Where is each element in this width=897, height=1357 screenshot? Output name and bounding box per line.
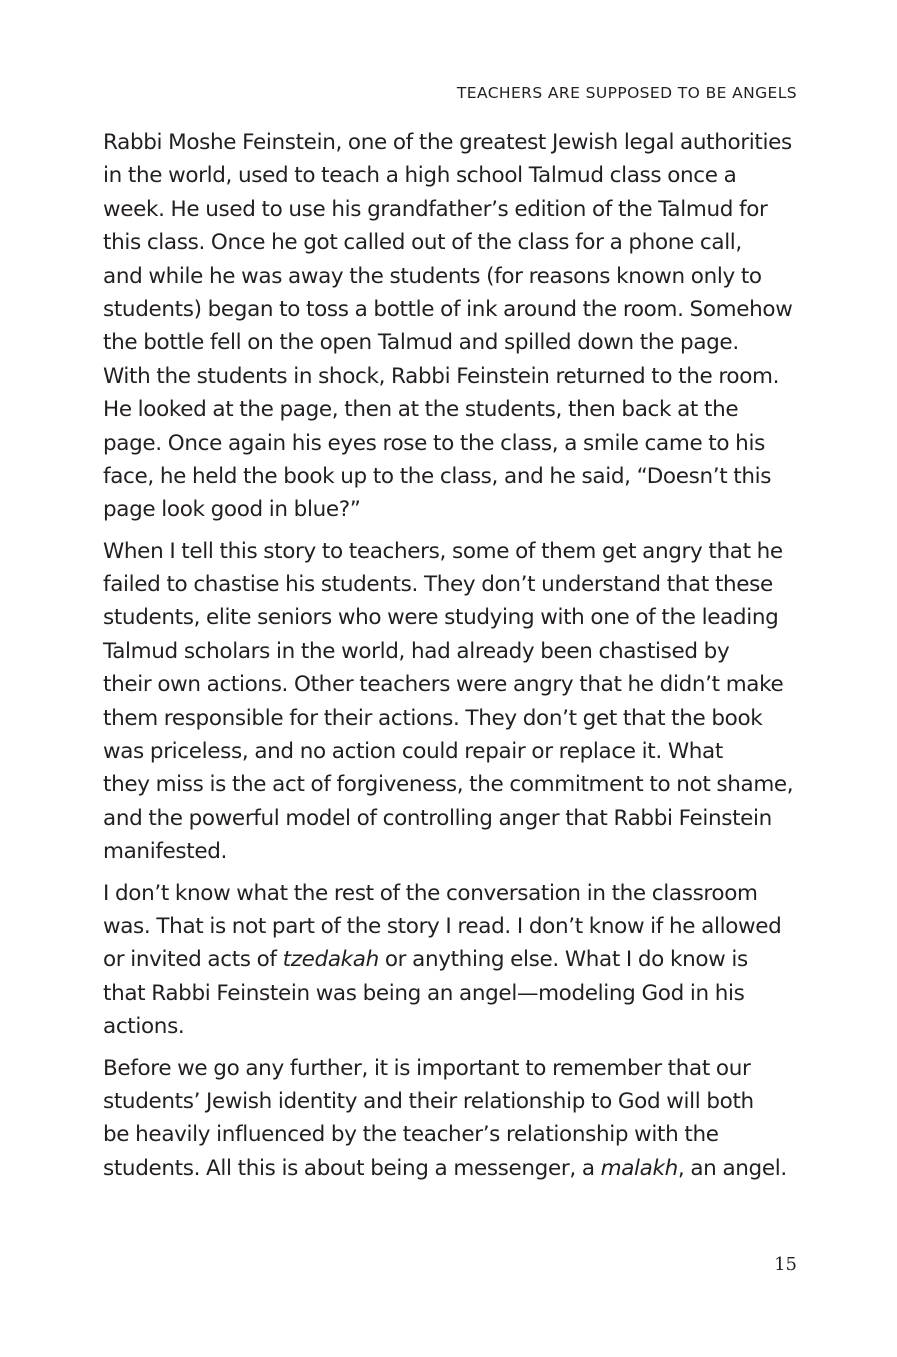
running-head: TEACHERS ARE SUPPOSED TO BE ANGELS (456, 84, 797, 102)
paragraph-4 (103, 1052, 823, 1186)
text-run: students. All this is about being a messenger, a (103, 1155, 601, 1181)
page-number: 15 (774, 1254, 797, 1275)
text-line: page look good in blue?” (103, 497, 361, 523)
text-line: their own actions. Other teachers were angry that he didn’t make (103, 672, 784, 698)
text-line: face, he held the book up to the class, and he said, “Doesn’t this (103, 463, 772, 489)
paragraph-2 (103, 535, 823, 869)
text-line: in the world, used to teach a high school Talmud class once a (103, 163, 737, 189)
text-line: I don’t know what the rest of the conversation in the classroom (103, 880, 758, 906)
text-line: that Rabbi Feinstein was being an angel—modeling God in his (103, 980, 745, 1006)
text-line: When I tell this story to teachers, some of them get angry that he (103, 538, 783, 564)
paragraph-1 (103, 126, 823, 527)
text-run: or invited acts of (103, 947, 283, 973)
text-line (103, 1152, 823, 1185)
text-line: He looked at the page, then at the students, then back at the (103, 397, 739, 423)
text-line: Talmud scholars in the world, had already been chastised by (103, 638, 730, 664)
text-line: students’ Jewish identity and their relationship to God will both (103, 1088, 754, 1114)
text-line: Before we go any further, it is important to remember that our (103, 1055, 751, 1081)
text-line: manifested. (103, 839, 228, 865)
text-line: was. That is not part of the story I read. I don’t know if he allowed (103, 913, 782, 939)
text-line: and the powerful model of controlling anger that Rabbi Feinstein (103, 805, 772, 831)
body-text (103, 126, 823, 1185)
text-line: actions. (103, 1014, 185, 1040)
text-run: or anything else. What I do know is (378, 947, 748, 973)
text-line: With the students in shock, Rabbi Feinstein returned to the room. (103, 363, 780, 389)
text-line: failed to chastise his students. They don’t understand that these (103, 572, 773, 598)
text-line: week. He used to use his grandfather’s edition of the Talmud for (103, 196, 768, 222)
text-line: the bottle fell on the open Talmud and spilled down the page. (103, 330, 739, 356)
text-line: was priceless, and no action could repair or replace it. What (103, 739, 723, 765)
text-line: students) began to toss a bottle of ink around the room. Somehow (103, 296, 793, 322)
text-line: page. Once again his eyes rose to the class, a smile came to his (103, 430, 765, 456)
text-run: , an angel. (677, 1155, 787, 1181)
text-line: this class. Once he got called out of the class for a phone call, (103, 230, 742, 256)
italic-term-malakh: malakh (600, 1155, 678, 1181)
text-line: and while he was away the students (for reasons known only to (103, 263, 762, 289)
text-line (103, 943, 823, 976)
text-line: Rabbi Moshe Feinstein, one of the greatest Jewish legal authorities (103, 130, 792, 155)
text-line: they miss is the act of forgiveness, the commitment to not shame, (103, 772, 794, 798)
paragraph-3 (103, 877, 823, 1044)
text-line: students, elite seniors who were studying with one of the leading (103, 605, 779, 631)
text-line: be heavily influenced by the teacher’s relationship with the (103, 1122, 719, 1148)
text-line: them responsible for their actions. They don’t get that the book (103, 705, 763, 731)
italic-term-tzedakah: tzedakah (282, 947, 379, 973)
